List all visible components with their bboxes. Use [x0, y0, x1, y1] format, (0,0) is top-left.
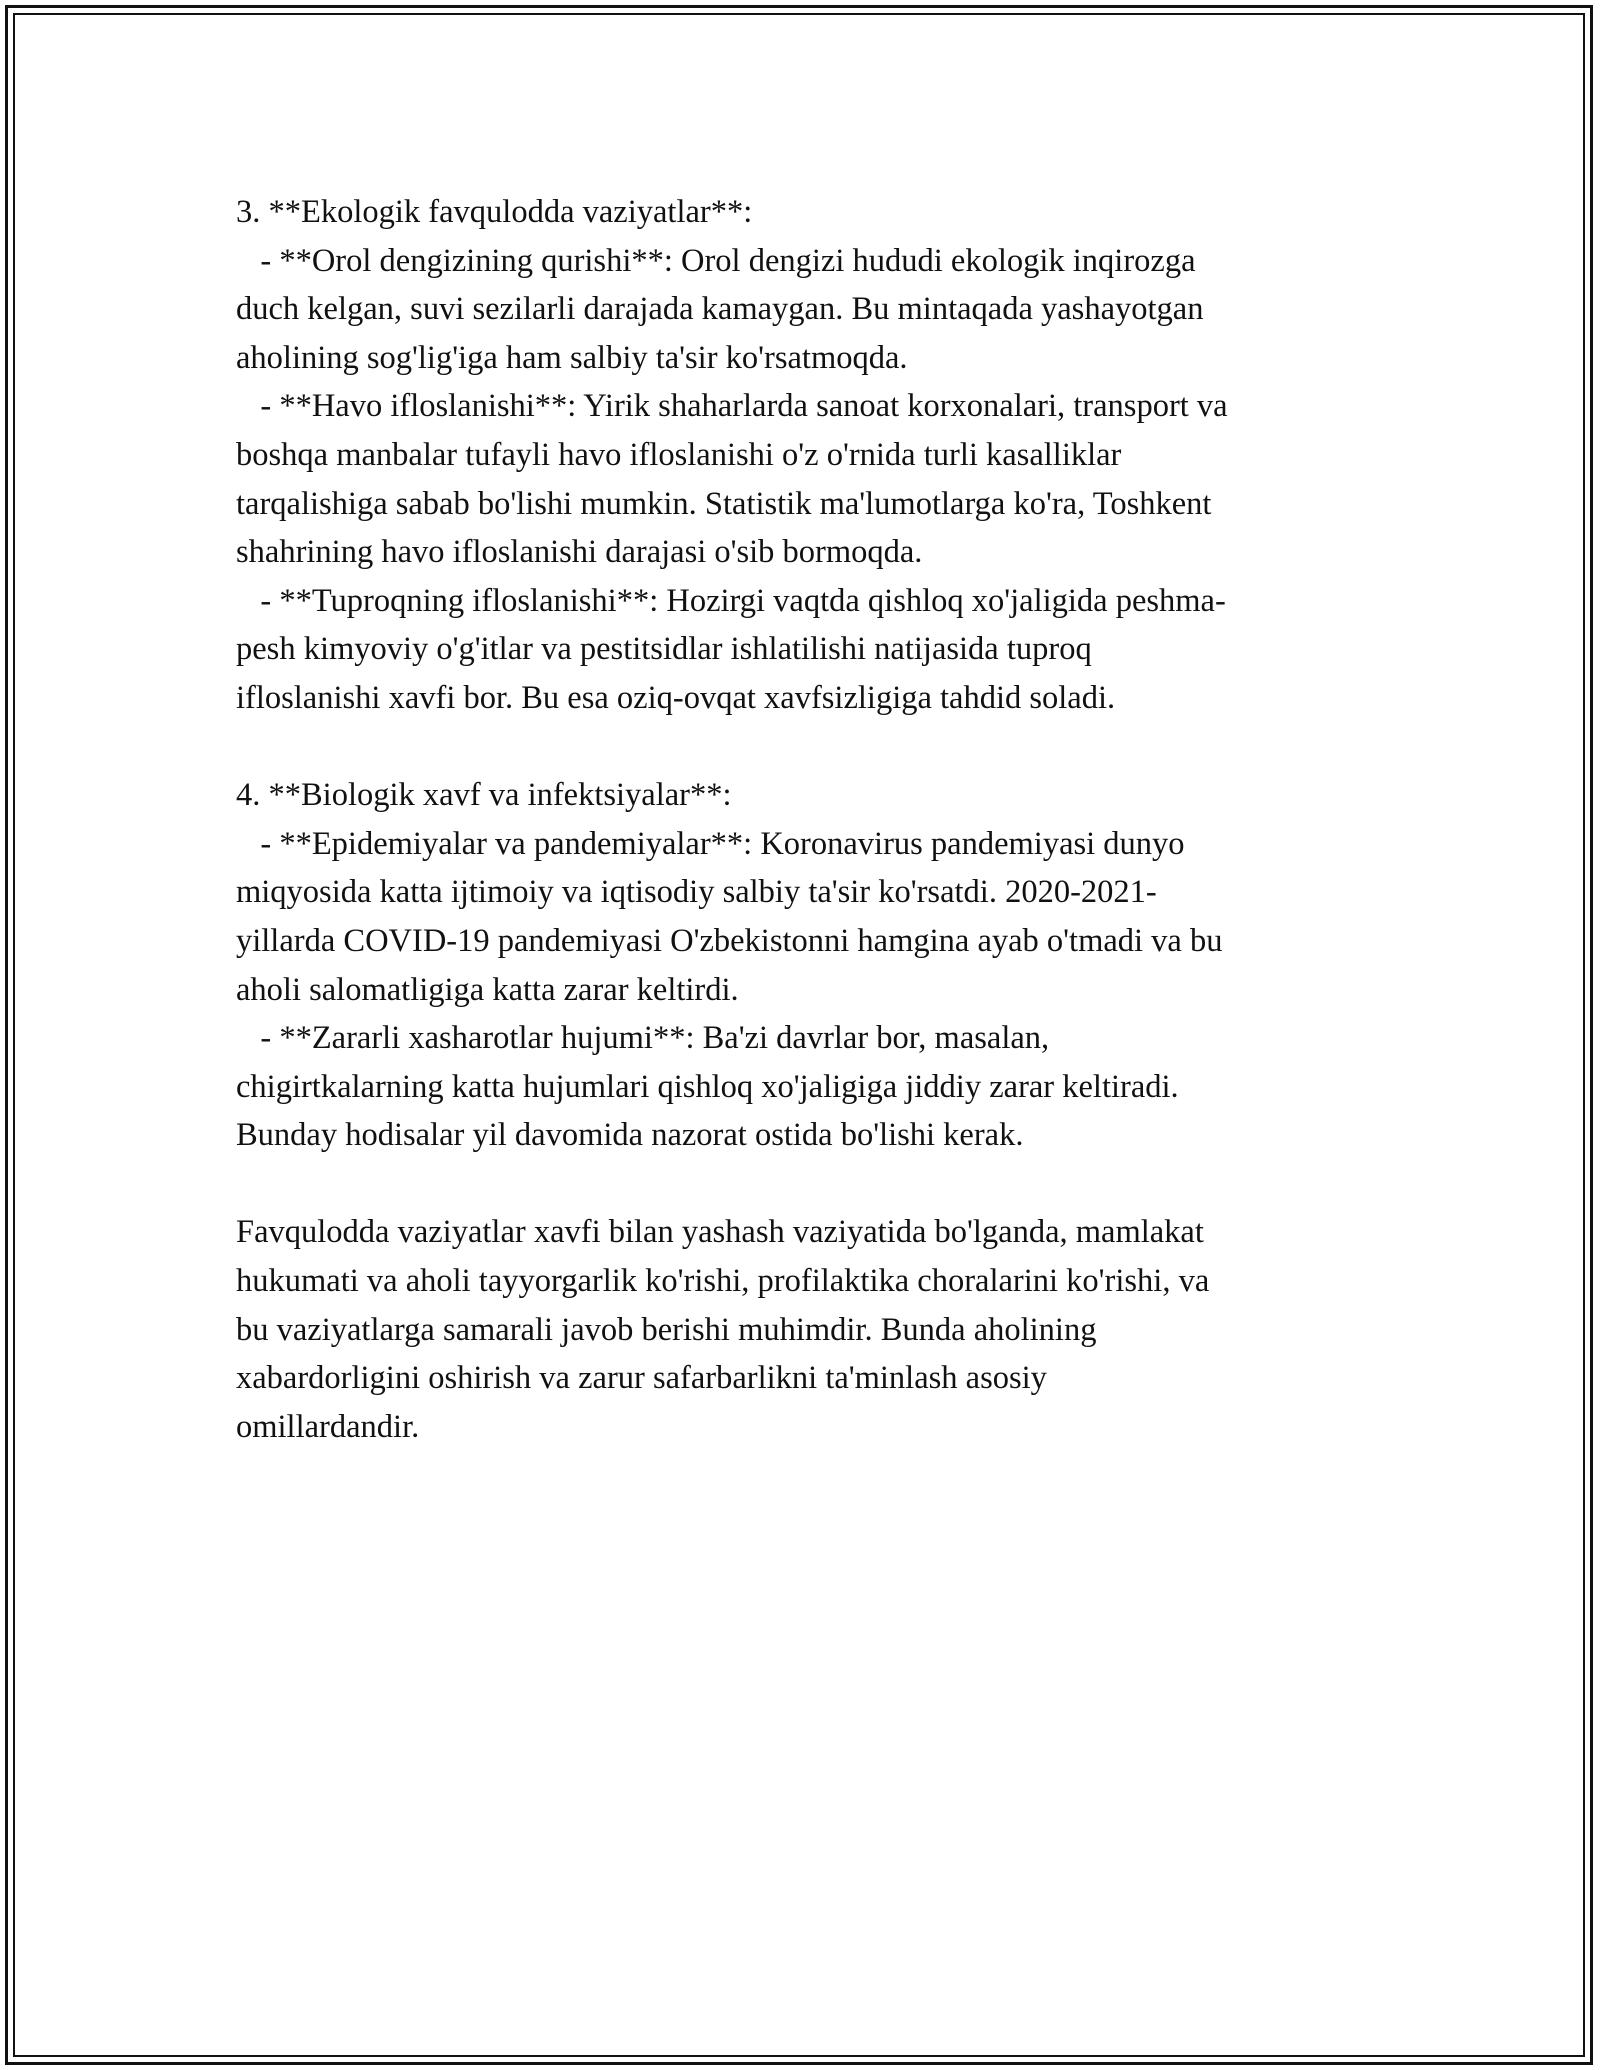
paragraph-line: chigirtkalarning katta hujumlari qishloq xo'jaligiga jiddiy zarar keltiradi.	[236, 1068, 1179, 1105]
section-spacer	[236, 1160, 1386, 1209]
paragraph-line: tarqalishiga sabab bo'lishi mumkin. Statistik ma'lumotlarga ko'ra, Toshkent	[236, 485, 1212, 522]
paragraph-line: ifloslanishi xavfi bor. Bu esa oziq-ovqat xavfsizligiga tahdid soladi.	[236, 679, 1116, 716]
paragraph-line: Favqulodda vaziyatlar xavfi bilan yashash vaziyatida bo'lganda, mamlakat	[236, 1214, 1204, 1251]
bullet-line: - **Tuproqning ifloslanishi**: Hozirgi vaqtda qishloq xo'jaligida peshma-	[236, 582, 1226, 619]
bullet-line: - **Havo ifloslanishi**: Yirik shaharlarda sanoat korxonalari, transport va	[236, 388, 1228, 425]
paragraph-line: bu vaziyatlarga samarali javob berishi muhimdir. Bunda aholining	[236, 1311, 1097, 1348]
paragraph-line: omillardandir.	[236, 1408, 420, 1445]
section-ecological-emergencies	[236, 188, 1386, 723]
paragraph-line: shahrining havo ifloslanishi darajasi o'sib bormoqda.	[236, 534, 923, 571]
paragraph-line: xabardorligini oshirish va zarur safarbarlikni ta'minlash asosiy	[236, 1360, 1047, 1397]
paragraph-line: aholining sog'lig'iga ham salbiy ta'sir ko'rsatmoqda.	[236, 339, 908, 376]
paragraph-line: Bunday hodisalar yil davomida nazorat ostida bo'lishi kerak.	[236, 1117, 1024, 1154]
bullet-line: - **Zararli xasharotlar hujumi**: Ba'zi davrlar bor, masalan,	[236, 1020, 1050, 1057]
section-spacer	[236, 723, 1386, 772]
paragraph-line: yillarda COVID-19 pandemiyasi O'zbekistonni hamgina ayab o'tmadi va bu	[236, 922, 1223, 959]
bullet-line: - **Epidemiyalar va pandemiyalar**: Koronavirus pandemiyasi dunyo	[236, 825, 1185, 862]
section-biological-risks	[236, 771, 1386, 1160]
paragraph-line: pesh kimyoviy o'g'itlar va pestitsidlar ishlatilishi natijasida tuproq	[236, 631, 1092, 668]
paragraph-line: duch kelgan, suvi sezilarli darajada kamaygan. Bu mintaqada yashayotgan	[236, 291, 1204, 328]
paragraph-line: aholi salomatligiga katta zarar keltirdi.	[236, 971, 739, 1008]
document-body	[236, 188, 1386, 1451]
conclusion-paragraph	[236, 1208, 1386, 1451]
paragraph-line: boshqa manbalar tufayli havo ifloslanishi o'z o'rnida turli kasalliklar	[236, 436, 1122, 473]
section-heading: 3. **Ekologik favqulodda vaziyatlar**:	[236, 194, 753, 230]
section-heading: 4. **Biologik xavf va infektsiyalar**:	[236, 777, 732, 814]
paragraph-line: hukumati va aholi tayyorgarlik ko'rishi, profilaktika choralarini ko'rishi, va	[236, 1263, 1210, 1300]
paragraph-line: miqyosida katta ijtimoiy va iqtisodiy salbiy ta'sir ko'rsatdi. 2020-2021-	[236, 874, 1157, 911]
bullet-line: - **Orol dengizining qurishi**: Orol dengizi hududi ekologik inqirozga	[236, 242, 1196, 279]
